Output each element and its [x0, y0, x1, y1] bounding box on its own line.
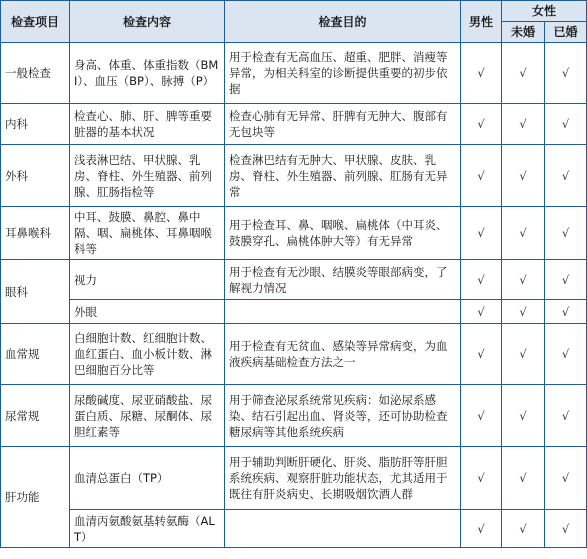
unmarried-check: √: [502, 510, 545, 548]
male-check: √: [461, 207, 502, 260]
table-row: [1, 260, 587, 300]
married-check: √: [545, 510, 587, 548]
header-unmarried: 未婚: [502, 22, 545, 43]
header-female: 女性: [502, 1, 587, 22]
table-row: [1, 145, 587, 207]
unmarried-check: √: [502, 145, 545, 207]
male-check: √: [461, 324, 502, 385]
row-purpose: [225, 510, 461, 548]
row-purpose: 检查心肺有无异常、肝脾有无肿大、腹部有无包块等: [225, 104, 461, 145]
row-category: 眼科: [1, 260, 70, 324]
married-check: √: [545, 145, 587, 207]
table-row: [1, 510, 587, 548]
male-check: √: [461, 145, 502, 207]
row-purpose: 用于检查耳、鼻、咽喉、扁桃体（中耳炎、鼓膜穿孔、扁桃体肿大等）有无异常: [225, 207, 461, 260]
header-content: 检查内容: [70, 1, 225, 43]
row-content: 血清丙氨酸氨基转氨酶（ALT）: [70, 510, 225, 548]
unmarried-check: √: [502, 300, 545, 324]
married-check: √: [545, 324, 587, 385]
row-content: 白细胞计数、红细胞计数、血红蛋白、血小板计数、淋巴细胞百分比等: [70, 324, 225, 385]
row-content: 视力: [70, 260, 225, 300]
male-check: √: [461, 385, 502, 447]
table-row: [1, 324, 587, 385]
unmarried-check: √: [502, 43, 545, 104]
male-check: √: [461, 447, 502, 510]
married-check: √: [545, 43, 587, 104]
row-category: 外科: [1, 145, 70, 207]
married-check: √: [545, 104, 587, 145]
male-check: √: [461, 104, 502, 145]
row-content: 身高、体重、体重指数（BMI）、血压（BP）、脉搏（P）: [70, 43, 225, 104]
header-married: 已婚: [545, 22, 587, 43]
row-content: 中耳、鼓膜、鼻腔、鼻中隔、咽、扁桃体、耳鼻咽喉科等: [70, 207, 225, 260]
male-check: √: [461, 43, 502, 104]
married-check: √: [545, 260, 587, 300]
row-content: 外眼: [70, 300, 225, 324]
header-male: 男性: [461, 1, 502, 43]
row-purpose: 用于检查有无高血压、超重、肥胖、消瘦等异常，为相关科室的诊断提供重要的初步依据: [225, 43, 461, 104]
table-row: [1, 207, 587, 260]
header-purpose: 检查目的: [225, 1, 461, 43]
row-category: 一般检查: [1, 43, 70, 104]
unmarried-check: √: [502, 260, 545, 300]
male-check: √: [461, 510, 502, 548]
table-row: [1, 447, 587, 510]
row-category: 尿常规: [1, 385, 70, 447]
row-content: 血清总蛋白（TP）: [70, 447, 225, 510]
row-purpose: 用于筛查泌尿系统常见疾病：如泌尿系感染、结石引起出血、肾炎等，还可协助检查糖尿病等其他系统疾病: [225, 385, 461, 447]
row-purpose: 用于检查有无沙眼、结膜炎等眼部病变，了解视力情况: [225, 260, 461, 300]
unmarried-check: √: [502, 207, 545, 260]
row-category: 血常规: [1, 324, 70, 385]
table-row: [1, 385, 587, 447]
unmarried-check: √: [502, 324, 545, 385]
married-check: √: [545, 447, 587, 510]
table-row: [1, 104, 587, 145]
row-content: 检查心、肺、肝、脾等重要脏器的基本状况: [70, 104, 225, 145]
male-check: √: [461, 300, 502, 324]
table-row: [1, 43, 587, 104]
unmarried-check: √: [502, 104, 545, 145]
unmarried-check: √: [502, 385, 545, 447]
row-purpose: 检查淋巴结有无肿大、甲状腺、皮肤、乳房、脊柱、外生殖器、前列腺、肛肠有无异常: [225, 145, 461, 207]
header-item: 检查项目: [1, 1, 70, 43]
unmarried-check: √: [502, 447, 545, 510]
married-check: √: [545, 300, 587, 324]
row-purpose: [225, 300, 461, 324]
row-category: 肝功能: [1, 447, 70, 548]
married-check: √: [545, 385, 587, 447]
row-purpose: 用于辅助判断肝硬化、肝炎、脂肪肝等肝胆系统疾病、观察肝脏功能状态，尤其适用于既往有肝炎病史、长期吸烟饮酒人群: [225, 447, 461, 510]
table-row: [1, 300, 587, 324]
row-content: 尿酸碱度、尿亚硝酸盐、尿蛋白质、尿糖、尿酮体、尿胆红素等: [70, 385, 225, 447]
row-category: 内科: [1, 104, 70, 145]
row-content: 浅表淋巴结、甲状腺、乳房、脊柱、外生殖器、前列腺、肛肠指检等: [70, 145, 225, 207]
row-purpose: 用于检查有无贫血、感染等异常病变，为血液疾病基础检查方法之一: [225, 324, 461, 385]
row-category: 耳鼻喉科: [1, 207, 70, 260]
married-check: √: [545, 207, 587, 260]
male-check: √: [461, 260, 502, 300]
